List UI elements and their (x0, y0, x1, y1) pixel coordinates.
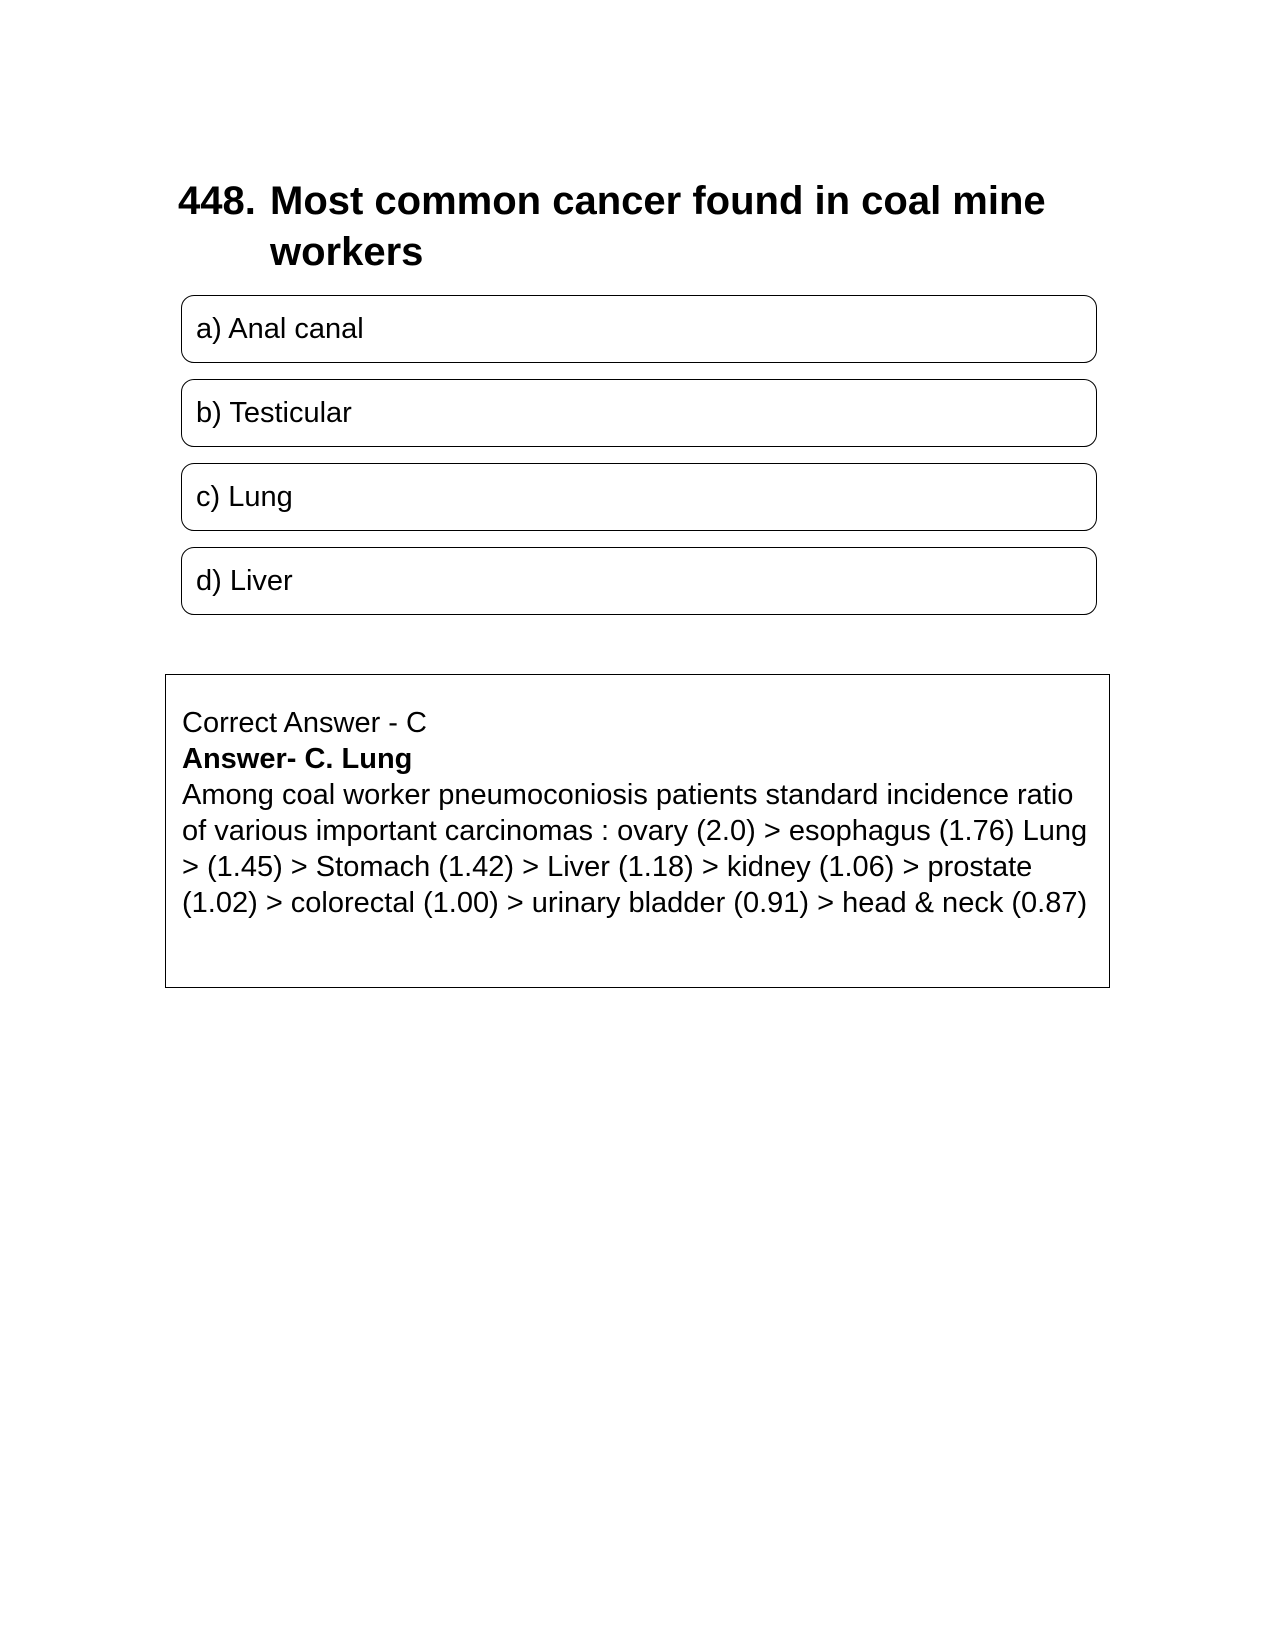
options-list (181, 295, 1097, 631)
answer-title: Answer- C. Lung (182, 743, 413, 775)
correct-answer-line: Correct Answer - C (182, 707, 427, 739)
answer-explanation-box (165, 674, 1110, 988)
option-d[interactable]: d) Liver (181, 547, 1097, 615)
question-number: 448. (178, 179, 256, 223)
option-b[interactable]: b) Testicular (181, 379, 1097, 447)
question-heading (178, 176, 1098, 278)
answer-explanation: Among coal worker pneumoconiosis patients standard incidence ratio of various important carcinomas : ovary (2.0) > esophagus (1.76) Lung > (1.45) > Stomach (1.42) > Liver (1.18) > kidney (1.06) > prostate (1.02) > colorectal (1.00) > urinary bladder (0.91) > head & neck (0.87) (182, 779, 1088, 919)
option-c[interactable]: c) Lung (181, 463, 1097, 531)
question-text: Most common cancer found in coal mine workers (270, 179, 1046, 274)
option-a[interactable]: a) Anal canal (181, 295, 1097, 363)
